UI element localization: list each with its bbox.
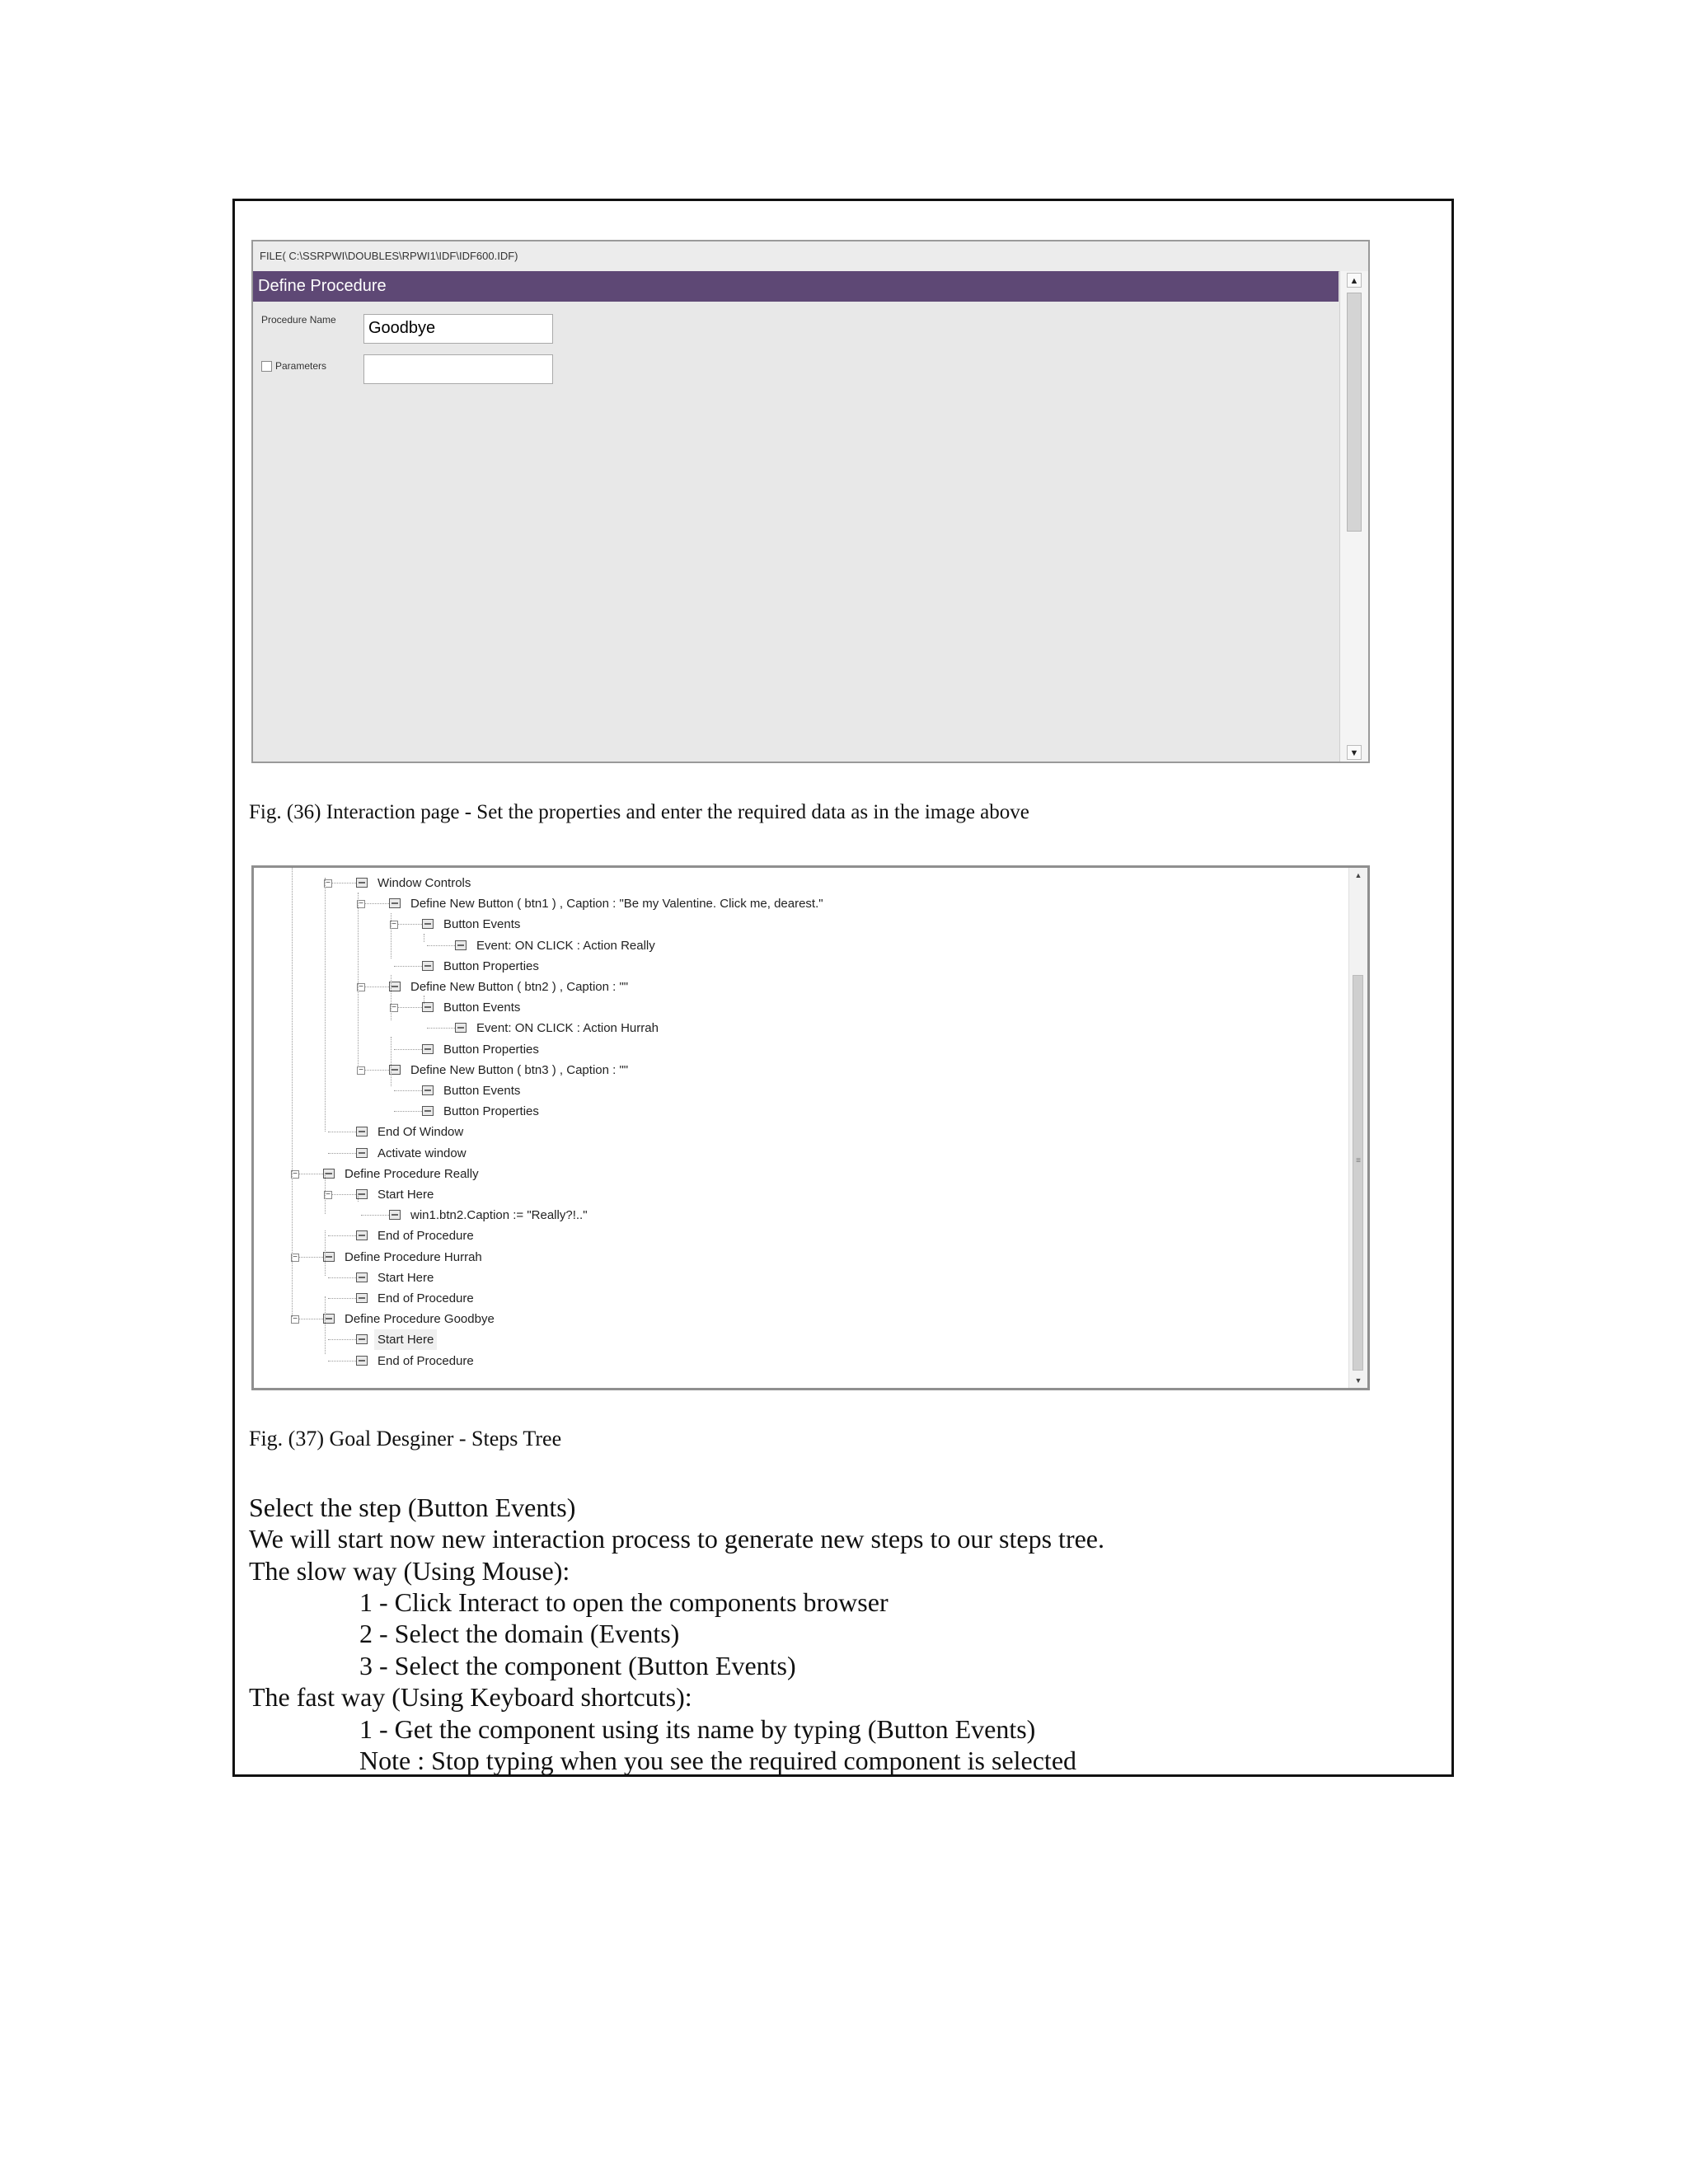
scroll-down-icon[interactable]: ▼ xyxy=(1347,745,1362,760)
tree-node-label: Button Events xyxy=(443,1084,521,1098)
tree-connector xyxy=(394,1049,422,1050)
tree-node-label: Define New Button ( btn3 ) , Caption : "" xyxy=(410,1062,629,1077)
step-icon xyxy=(422,961,434,971)
procedure-name-label: Procedure Name xyxy=(261,314,336,326)
scroll-thumb[interactable] xyxy=(1347,293,1362,532)
tree-guide-line xyxy=(325,878,326,1132)
tree-node-label: Event: ON CLICK : Action Really xyxy=(476,938,655,953)
step-icon xyxy=(455,1023,467,1033)
tree-connector xyxy=(328,1194,356,1195)
tree-node-label: Button Properties xyxy=(443,1042,539,1057)
fig37-caption: Fig. (37) Goal Desginer - Steps Tree xyxy=(249,1427,562,1451)
parameters-label: Parameters xyxy=(275,360,327,372)
tree-guide-line xyxy=(292,868,293,1317)
tree-connector xyxy=(394,1090,422,1091)
tree-node-label: Event: ON CLICK : Action Hurrah xyxy=(476,1021,659,1036)
step-icon xyxy=(356,1334,368,1344)
tree-node-label: Button Events xyxy=(443,917,521,932)
tree-scrollbar[interactable] xyxy=(1348,868,1367,1388)
tree-connector xyxy=(394,1111,422,1112)
tree-node-label: Button Properties xyxy=(443,958,539,973)
define-procedure-window xyxy=(251,240,1370,763)
collapse-icon[interactable]: − xyxy=(291,1315,299,1324)
scroll-down-icon[interactable]: ▼ xyxy=(1354,1376,1362,1385)
step-icon xyxy=(356,1148,368,1158)
step-icon xyxy=(389,1210,401,1220)
step-icon xyxy=(422,919,434,929)
procedure-name-input[interactable]: Goodbye xyxy=(363,314,553,344)
tree-connector xyxy=(361,1215,389,1216)
panel-header: Define Procedure xyxy=(253,271,1339,302)
collapse-icon[interactable]: − xyxy=(357,983,365,991)
tree-connector xyxy=(328,1298,356,1299)
tree-node-label: Define New Button ( btn1 ) , Caption : "Be my Valentine. Click me, dearest." xyxy=(410,897,823,912)
note-line: Note : Stop typing when you see the required component is selected xyxy=(359,1746,1077,1775)
tree-connector xyxy=(427,1028,455,1029)
tree-node-label: End of Procedure xyxy=(377,1229,474,1244)
list-item: 1 - Click Interact to open the components browser xyxy=(359,1587,889,1617)
parameters-checkbox[interactable] xyxy=(261,361,272,372)
step-icon xyxy=(422,1044,434,1054)
step-icon xyxy=(356,1127,368,1137)
tree-node-label: Activate window xyxy=(377,1146,467,1160)
vertical-scrollbar[interactable] xyxy=(1339,271,1368,762)
tree-connector xyxy=(328,1339,356,1340)
collapse-icon[interactable]: − xyxy=(291,1170,299,1179)
tree-guide-line xyxy=(391,975,392,1020)
step-icon xyxy=(422,1106,434,1116)
tree-node-label: Start Here xyxy=(377,1188,434,1202)
tree-guide-line xyxy=(391,1037,392,1086)
tree-connector xyxy=(361,1070,389,1071)
tree-node-label: End Of Window xyxy=(377,1125,464,1140)
tree-guide-line xyxy=(358,893,359,1066)
tree-node-label: End of Procedure xyxy=(377,1291,474,1305)
tree-node-label: Button Properties xyxy=(443,1104,539,1119)
tree-connector xyxy=(295,1257,323,1258)
collapse-icon[interactable]: − xyxy=(324,1191,332,1199)
paragraph-line: We will start now new interaction process to generate new steps to our steps tree. xyxy=(249,1524,1104,1554)
tree-node-label: Start Here xyxy=(377,1270,434,1285)
step-icon xyxy=(356,1230,368,1240)
tree-node-label: Button Events xyxy=(443,1001,521,1015)
tree-connector xyxy=(328,1277,356,1278)
tree-guide-line xyxy=(325,1173,326,1214)
tree-connector xyxy=(427,945,455,946)
step-icon xyxy=(455,940,467,950)
tree-node-label: End of Procedure xyxy=(377,1353,474,1368)
collapse-icon[interactable]: − xyxy=(390,921,398,929)
scroll-up-icon[interactable]: ▲ xyxy=(1347,273,1362,288)
window-title: FILE( C:\SSRPWI\DOUBLES\RPWI1\IDF\IDF600.IDF) xyxy=(253,241,1368,272)
tree-connector xyxy=(394,966,422,967)
scroll-up-icon[interactable]: ▲ xyxy=(1354,871,1362,879)
tree-connector xyxy=(394,1007,422,1008)
parameters-input[interactable] xyxy=(363,354,553,384)
collapse-icon[interactable]: − xyxy=(390,1004,398,1012)
collapse-icon[interactable]: − xyxy=(291,1254,299,1262)
list-item: 1 - Get the component using its name by typing (Button Events) xyxy=(359,1714,1036,1744)
paragraph-line: Select the step (Button Events) xyxy=(249,1493,576,1522)
tree-node-label: Define Procedure Really xyxy=(345,1166,479,1181)
list-item: 3 - Select the component (Button Events) xyxy=(359,1651,796,1680)
scroll-thumb[interactable] xyxy=(1353,975,1363,1371)
tree-node-label: Define Procedure Goodbye xyxy=(345,1312,495,1327)
tree-node-label: Start Here xyxy=(374,1329,437,1350)
step-icon xyxy=(356,878,368,888)
collapse-icon[interactable]: − xyxy=(324,879,332,888)
tree-guide-line xyxy=(358,1193,359,1202)
tree-node-label: Define New Button ( btn2 ) , Caption : "" xyxy=(410,980,629,994)
step-icon xyxy=(356,1272,368,1282)
tree-connector xyxy=(361,903,389,904)
fig36-caption: Fig. (36) Interaction page - Set the properties and enter the required data as in the image above xyxy=(249,801,1029,823)
list-item: 2 - Select the domain (Events) xyxy=(359,1619,680,1648)
tree-connector xyxy=(328,1235,356,1236)
tree-connector xyxy=(328,1153,356,1154)
steps-tree xyxy=(251,865,1370,1390)
tree-node-label: Window Controls xyxy=(377,876,471,890)
collapse-icon[interactable]: − xyxy=(357,900,365,908)
step-icon xyxy=(422,1085,434,1095)
tree-connector xyxy=(394,924,422,925)
step-icon xyxy=(356,1293,368,1303)
tree-node-label: win1.btn2.Caption := "Really?!.." xyxy=(410,1208,588,1223)
paragraph-line: The fast way (Using Keyboard shortcuts): xyxy=(249,1682,692,1712)
collapse-icon[interactable]: − xyxy=(357,1066,365,1075)
tree-guide-line xyxy=(325,1230,326,1276)
tree-guide-line xyxy=(325,1296,326,1354)
tree-guide-line xyxy=(391,913,392,958)
step-icon xyxy=(356,1356,368,1366)
paragraph-line: The slow way (Using Mouse): xyxy=(249,1556,570,1586)
grip-icon: ≡ xyxy=(1356,1156,1361,1165)
tree-node-label: Define Procedure Hurrah xyxy=(345,1249,482,1264)
step-icon xyxy=(389,898,401,908)
